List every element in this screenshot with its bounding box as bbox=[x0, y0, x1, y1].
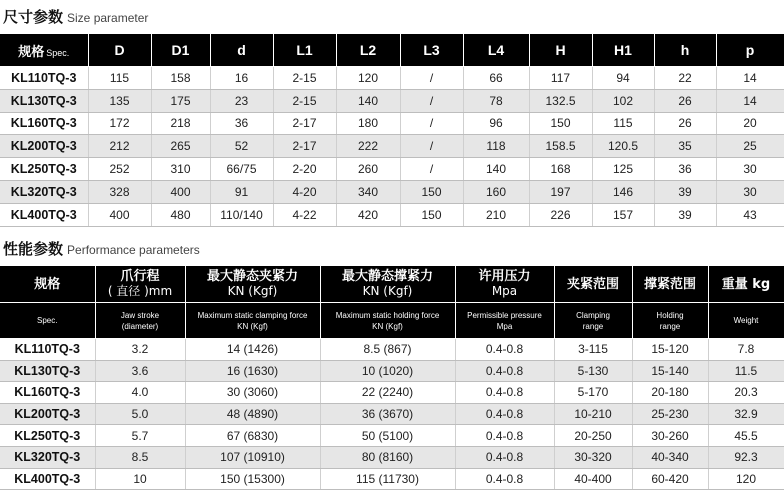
table-cell: 2-17 bbox=[273, 112, 336, 135]
table-cell: 222 bbox=[336, 135, 400, 158]
size-header-col: H1 bbox=[592, 34, 654, 67]
size-header-col: D bbox=[88, 34, 151, 67]
size-header-spec-en: Spec. bbox=[46, 47, 70, 58]
table-cell: 20-250 bbox=[554, 425, 632, 447]
table-cell: 30 (3060) bbox=[185, 382, 320, 404]
table-cell: 66 bbox=[463, 67, 529, 90]
size-parameter-table bbox=[0, 34, 784, 227]
table-cell: 30 bbox=[716, 158, 784, 181]
performance-en-header-cell bbox=[0, 303, 95, 339]
size-header-col: h bbox=[654, 34, 716, 67]
performance-zh-header-cell bbox=[320, 266, 455, 303]
size-header-col: H bbox=[529, 34, 592, 67]
table-row bbox=[0, 360, 784, 382]
size-title-en: Size parameter bbox=[67, 11, 149, 25]
performance-zh-header-line1: 爪行程 bbox=[120, 269, 160, 284]
table-cell: 2-15 bbox=[273, 89, 336, 112]
table-cell: 150 bbox=[529, 112, 592, 135]
performance-zh-header-line2: Mpa bbox=[491, 284, 518, 298]
table-cell: 132.5 bbox=[529, 89, 592, 112]
table-cell: / bbox=[400, 158, 463, 181]
table-cell: 15-120 bbox=[632, 339, 708, 361]
performance-zh-header-cell bbox=[455, 266, 554, 303]
table-cell: 5.0 bbox=[95, 403, 185, 425]
table-cell: 80 (8160) bbox=[320, 446, 455, 468]
model-cell: KL400TQ-3 bbox=[0, 203, 88, 226]
size-header-col: L2 bbox=[336, 34, 400, 67]
performance-zh-header-cell bbox=[708, 266, 784, 303]
table-cell: 67 (6830) bbox=[185, 425, 320, 447]
table-cell: 23 bbox=[210, 89, 273, 112]
table-cell: 175 bbox=[151, 89, 210, 112]
model-cell: KL130TQ-3 bbox=[0, 360, 95, 382]
performance-zh-header-line2: ( 直径 )mm bbox=[107, 284, 173, 298]
table-cell: 140 bbox=[463, 158, 529, 181]
table-cell: 4-20 bbox=[273, 180, 336, 203]
table-cell: 150 bbox=[400, 180, 463, 203]
table-cell: 120.5 bbox=[592, 135, 654, 158]
table-cell: 39 bbox=[654, 203, 716, 226]
performance-zh-header-line1: 最大静态夹紧力 bbox=[206, 269, 298, 284]
table-cell: 102 bbox=[592, 89, 654, 112]
table-cell: 10-210 bbox=[554, 403, 632, 425]
table-row bbox=[0, 158, 784, 181]
performance-parameter-table bbox=[0, 266, 784, 490]
size-table-body bbox=[0, 67, 784, 227]
table-row bbox=[0, 135, 784, 158]
performance-zh-header-line1: 夹紧范围 bbox=[566, 276, 619, 292]
size-header-spec-zh: 规格 bbox=[18, 43, 45, 59]
table-cell: 0.4-0.8 bbox=[455, 403, 554, 425]
table-cell: 0.4-0.8 bbox=[455, 425, 554, 447]
table-cell: 5-130 bbox=[554, 360, 632, 382]
size-header-col: p bbox=[716, 34, 784, 67]
performance-en-header-line2: range bbox=[582, 321, 604, 331]
performance-en-header-cell bbox=[554, 303, 632, 339]
table-cell: 180 bbox=[336, 112, 400, 135]
table-cell: 14 (1426) bbox=[185, 339, 320, 361]
table-cell: 150 (15300) bbox=[185, 468, 320, 490]
table-cell: 212 bbox=[88, 135, 151, 158]
table-cell: 25-230 bbox=[632, 403, 708, 425]
performance-en-header-line2: KN (Kgf) bbox=[372, 321, 403, 331]
table-cell: 125 bbox=[592, 158, 654, 181]
size-header-row bbox=[0, 34, 784, 67]
table-row bbox=[0, 339, 784, 361]
table-cell: 120 bbox=[336, 67, 400, 90]
performance-title-zh: 性能参数 bbox=[3, 240, 64, 258]
table-cell: 40-400 bbox=[554, 468, 632, 490]
table-cell: 115 bbox=[592, 112, 654, 135]
table-cell: 14 bbox=[716, 67, 784, 90]
table-row bbox=[0, 468, 784, 490]
performance-en-header-line2: KN (Kgf) bbox=[237, 321, 268, 331]
size-header-spec bbox=[0, 34, 88, 67]
performance-en-header-line1: Clamping bbox=[576, 310, 610, 320]
table-cell: 40-340 bbox=[632, 446, 708, 468]
table-cell: 218 bbox=[151, 112, 210, 135]
table-cell: 118 bbox=[463, 135, 529, 158]
table-cell: 66/75 bbox=[210, 158, 273, 181]
table-cell: 91 bbox=[210, 180, 273, 203]
table-cell: 4-22 bbox=[273, 203, 336, 226]
table-row bbox=[0, 403, 784, 425]
table-cell: 340 bbox=[336, 180, 400, 203]
performance-en-header-cell bbox=[708, 303, 784, 339]
table-cell: 36 bbox=[654, 158, 716, 181]
table-cell: 26 bbox=[654, 89, 716, 112]
table-cell: 20 bbox=[716, 112, 784, 135]
size-parameter-heading bbox=[3, 6, 148, 27]
performance-en-header-line1: Permissible pressure bbox=[467, 310, 542, 320]
table-cell: 30 bbox=[716, 180, 784, 203]
model-cell: KL250TQ-3 bbox=[0, 158, 88, 181]
performance-header-zh-row bbox=[0, 266, 784, 303]
performance-zh-header-cell bbox=[632, 266, 708, 303]
table-cell: 60-420 bbox=[632, 468, 708, 490]
table-cell: 210 bbox=[463, 203, 529, 226]
table-cell: 5-170 bbox=[554, 382, 632, 404]
table-cell: 10 (1020) bbox=[320, 360, 455, 382]
table-cell: 20.3 bbox=[708, 382, 784, 404]
table-cell: 2-15 bbox=[273, 67, 336, 90]
table-cell: 8.5 (867) bbox=[320, 339, 455, 361]
table-cell: 94 bbox=[592, 67, 654, 90]
table-cell: 0.4-0.8 bbox=[455, 446, 554, 468]
performance-en-header-line1: Weight bbox=[733, 316, 759, 325]
table-cell: 16 (1630) bbox=[185, 360, 320, 382]
table-cell: 4.0 bbox=[95, 382, 185, 404]
table-cell: 3.2 bbox=[95, 339, 185, 361]
table-cell: 158.5 bbox=[529, 135, 592, 158]
size-header-col: L3 bbox=[400, 34, 463, 67]
table-cell: 310 bbox=[151, 158, 210, 181]
model-cell: KL110TQ-3 bbox=[0, 339, 95, 361]
performance-title-en: Performance parameters bbox=[67, 243, 200, 257]
performance-parameter-heading bbox=[3, 238, 200, 259]
table-row bbox=[0, 112, 784, 135]
table-cell: 15-140 bbox=[632, 360, 708, 382]
model-cell: KL160TQ-3 bbox=[0, 112, 88, 135]
size-header-col: L4 bbox=[463, 34, 529, 67]
table-cell: 39 bbox=[654, 180, 716, 203]
performance-en-header-cell bbox=[320, 303, 455, 339]
table-cell: 30-320 bbox=[554, 446, 632, 468]
performance-en-header-cell bbox=[455, 303, 554, 339]
table-cell: / bbox=[400, 112, 463, 135]
table-cell: 43 bbox=[716, 203, 784, 226]
table-cell: 50 (5100) bbox=[320, 425, 455, 447]
table-cell: 36 bbox=[210, 112, 273, 135]
table-cell: 11.5 bbox=[708, 360, 784, 382]
table-cell: 3.6 bbox=[95, 360, 185, 382]
table-cell: 260 bbox=[336, 158, 400, 181]
table-cell: 115 (11730) bbox=[320, 468, 455, 490]
performance-en-header-cell bbox=[95, 303, 185, 339]
performance-table-body bbox=[0, 339, 784, 490]
table-cell: 8.5 bbox=[95, 446, 185, 468]
table-cell: 140 bbox=[336, 89, 400, 112]
table-cell: 26 bbox=[654, 112, 716, 135]
performance-en-header-line1: Maximum static clamping force bbox=[197, 310, 308, 320]
performance-header-en-row bbox=[0, 303, 784, 339]
performance-en-header-line1: Holding bbox=[656, 310, 684, 320]
performance-zh-header-line1: 规格 bbox=[34, 276, 61, 292]
table-cell: 20-180 bbox=[632, 382, 708, 404]
table-cell: 92.3 bbox=[708, 446, 784, 468]
performance-en-header-line2: (diameter) bbox=[121, 321, 159, 331]
table-cell: 14 bbox=[716, 89, 784, 112]
table-cell: 25 bbox=[716, 135, 784, 158]
performance-zh-header-cell bbox=[95, 266, 185, 303]
performance-zh-header-line1: 许用压力 bbox=[478, 269, 531, 284]
model-cell: KL400TQ-3 bbox=[0, 468, 95, 490]
size-header-col: D1 bbox=[151, 34, 210, 67]
table-cell: 30-260 bbox=[632, 425, 708, 447]
performance-en-header-line2: Mpa bbox=[496, 321, 513, 331]
table-row bbox=[0, 382, 784, 404]
table-row bbox=[0, 446, 784, 468]
performance-en-header-line1: Maximum static holding force bbox=[335, 310, 440, 320]
table-cell: 0.4-0.8 bbox=[455, 360, 554, 382]
table-row bbox=[0, 67, 784, 90]
table-cell: 45.5 bbox=[708, 425, 784, 447]
table-cell: 480 bbox=[151, 203, 210, 226]
model-cell: KL130TQ-3 bbox=[0, 89, 88, 112]
table-cell: 135 bbox=[88, 89, 151, 112]
table-cell: 22 bbox=[654, 67, 716, 90]
performance-zh-header-cell bbox=[0, 266, 95, 303]
performance-zh-header-cell bbox=[554, 266, 632, 303]
size-header-col: L1 bbox=[273, 34, 336, 67]
model-cell: KL320TQ-3 bbox=[0, 180, 88, 203]
table-cell: 328 bbox=[88, 180, 151, 203]
table-row bbox=[0, 180, 784, 203]
size-title-zh: 尺寸参数 bbox=[3, 8, 64, 26]
table-cell: 10 bbox=[95, 468, 185, 490]
table-cell: 35 bbox=[654, 135, 716, 158]
table-cell: 48 (4890) bbox=[185, 403, 320, 425]
table-cell: 400 bbox=[151, 180, 210, 203]
table-cell: 157 bbox=[592, 203, 654, 226]
performance-en-header-line1: Jaw stroke bbox=[120, 310, 160, 320]
table-cell: 120 bbox=[708, 468, 784, 490]
table-cell: 168 bbox=[529, 158, 592, 181]
performance-zh-header-line1: 最大静态撑紧力 bbox=[341, 269, 433, 284]
table-cell: 0.4-0.8 bbox=[455, 468, 554, 490]
size-header-col: d bbox=[210, 34, 273, 67]
table-row bbox=[0, 89, 784, 112]
table-cell: 400 bbox=[88, 203, 151, 226]
table-cell: 117 bbox=[529, 67, 592, 90]
table-row bbox=[0, 203, 784, 226]
table-cell: 158 bbox=[151, 67, 210, 90]
model-cell: KL250TQ-3 bbox=[0, 425, 95, 447]
table-cell: 16 bbox=[210, 67, 273, 90]
table-cell: 115 bbox=[88, 67, 151, 90]
table-cell: / bbox=[400, 135, 463, 158]
table-cell: 265 bbox=[151, 135, 210, 158]
table-cell: 96 bbox=[463, 112, 529, 135]
table-cell: 32.9 bbox=[708, 403, 784, 425]
table-cell: 172 bbox=[88, 112, 151, 135]
table-row bbox=[0, 425, 784, 447]
table-cell: 22 (2240) bbox=[320, 382, 455, 404]
table-cell: 0.4-0.8 bbox=[455, 382, 554, 404]
performance-en-header-cell bbox=[185, 303, 320, 339]
table-cell: 226 bbox=[529, 203, 592, 226]
performance-en-header-cell bbox=[632, 303, 708, 339]
table-cell: 2-17 bbox=[273, 135, 336, 158]
table-cell: 150 bbox=[400, 203, 463, 226]
table-cell: 107 (10910) bbox=[185, 446, 320, 468]
table-cell: 2-20 bbox=[273, 158, 336, 181]
model-cell: KL320TQ-3 bbox=[0, 446, 95, 468]
model-cell: KL160TQ-3 bbox=[0, 382, 95, 404]
table-cell: 36 (3670) bbox=[320, 403, 455, 425]
table-cell: 5.7 bbox=[95, 425, 185, 447]
performance-en-header-line2: range bbox=[659, 321, 681, 331]
table-cell: 78 bbox=[463, 89, 529, 112]
performance-zh-header-line1: 重量 kg bbox=[721, 276, 771, 292]
performance-en-header-line1: Spec. bbox=[37, 316, 58, 325]
table-cell: 420 bbox=[336, 203, 400, 226]
table-cell: 146 bbox=[592, 180, 654, 203]
table-cell: 252 bbox=[88, 158, 151, 181]
performance-zh-header-line2: KN (Kgf) bbox=[362, 284, 413, 298]
model-cell: KL110TQ-3 bbox=[0, 67, 88, 90]
performance-zh-header-line1: 撑紧范围 bbox=[643, 276, 696, 292]
table-cell: 110/140 bbox=[210, 203, 273, 226]
model-cell: KL200TQ-3 bbox=[0, 135, 88, 158]
table-cell: 7.8 bbox=[708, 339, 784, 361]
table-cell: / bbox=[400, 67, 463, 90]
performance-zh-header-cell bbox=[185, 266, 320, 303]
table-cell: 197 bbox=[529, 180, 592, 203]
table-cell: 3-115 bbox=[554, 339, 632, 361]
table-cell: 52 bbox=[210, 135, 273, 158]
model-cell: KL200TQ-3 bbox=[0, 403, 95, 425]
table-cell: 0.4-0.8 bbox=[455, 339, 554, 361]
performance-zh-header-line2: KN (Kgf) bbox=[227, 284, 278, 298]
table-cell: / bbox=[400, 89, 463, 112]
table-cell: 160 bbox=[463, 180, 529, 203]
